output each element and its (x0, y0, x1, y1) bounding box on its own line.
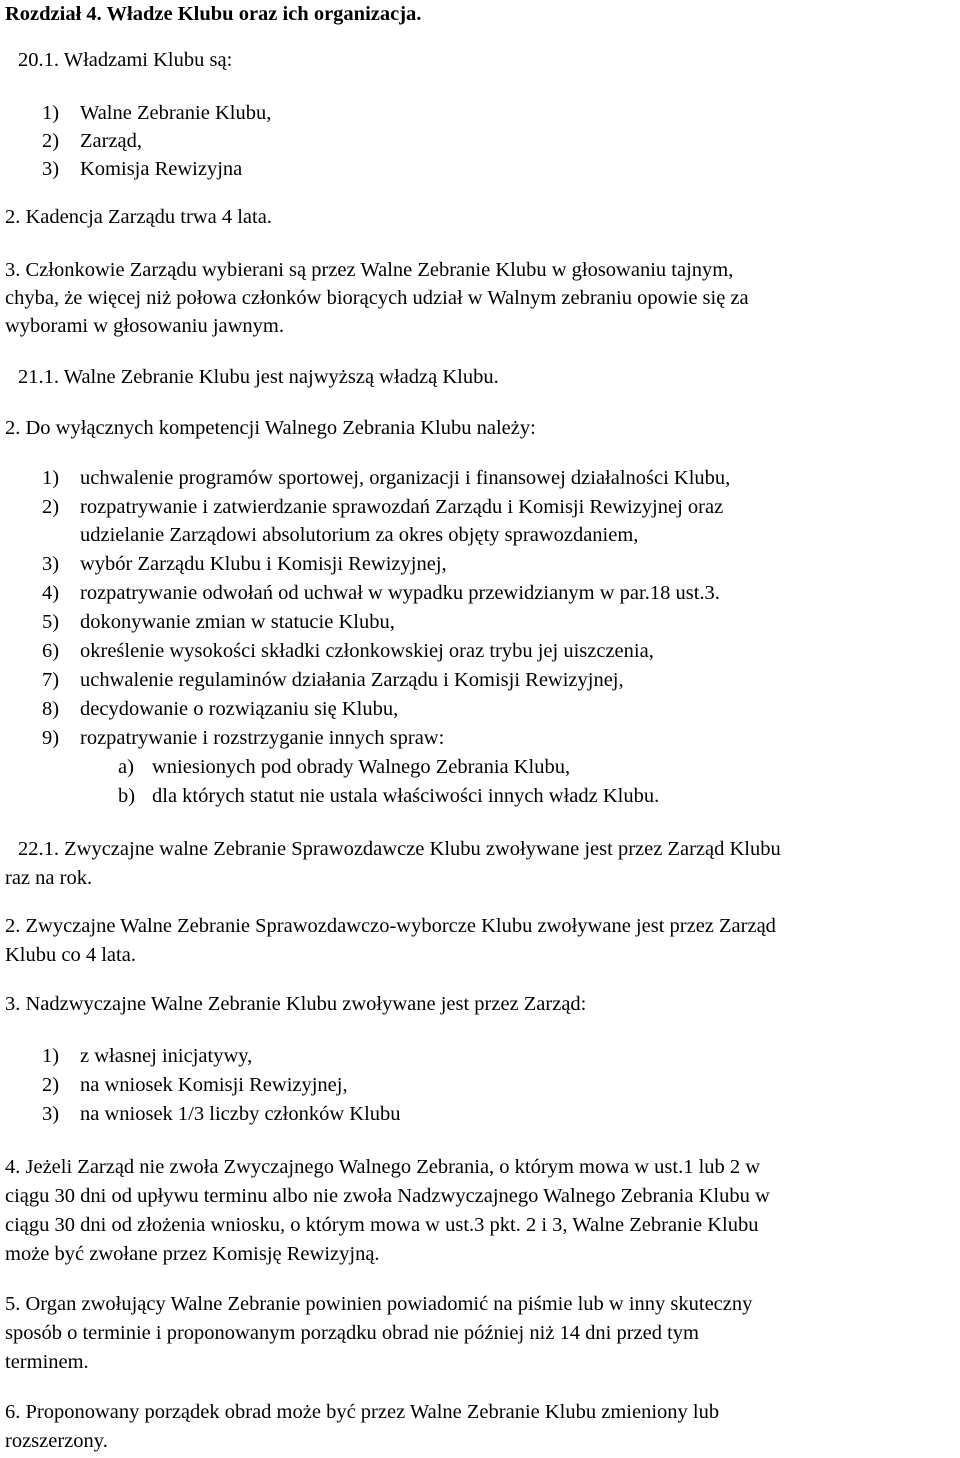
paragraph-line: 6. Proponowany porządek obrad może być przez Walne Zebranie Klubu zmieniony lub (5, 1401, 720, 1423)
sublist-item: wniesionych pod obrady Walnego Zebrania Klubu, (152, 756, 571, 778)
list-item-number: 2) (42, 1074, 60, 1096)
list-item: rozpatrywanie i rozstrzyganie innych spraw: (80, 727, 445, 749)
paragraph-line: Klubu co 4 lata. (5, 944, 136, 966)
list-item-number: 1) (42, 467, 60, 489)
paragraph-line: ciągu 30 dni od upływu terminu albo nie zwoła Nadzwyczajnego Walnego Zebrania Klubu w (5, 1185, 770, 1207)
list-item-number: 2) (42, 130, 60, 152)
paragraph-21-2: 2. Do wyłącznych kompetencji Walnego Zebrania Klubu należy: (5, 417, 536, 439)
list-item-number: 2) (42, 496, 60, 518)
paragraph-line: chyba, że więcej niż połowa członków biorących udział w Walnym zebraniu opowie się za (5, 287, 749, 309)
paragraph-line: wyborami w głosowaniu jawnym. (5, 315, 284, 337)
paragraph-20-2: 2. Kadencja Zarządu trwa 4 lata. (5, 206, 272, 228)
paragraph-line: 22.1. Zwyczajne walne Zebranie Sprawozdawcze Klubu zwoływane jest przez Zarząd Klubu (18, 838, 781, 860)
paragraph-line: sposób o terminie i proponowanym porządku obrad nie później niż 14 dni przed tym (5, 1322, 699, 1344)
paragraph-line: 3. Członkowie Zarządu wybierani są przez Walne Zebranie Klubu w głosowaniu tajnym, (5, 259, 734, 281)
paragraph-22-3: 3. Nadzwyczajne Walne Zebranie Klubu zwoływane jest przez Zarząd: (5, 993, 587, 1015)
list-item: uchwalenie regulaminów działania Zarządu i Komisji Rewizyjnej, (80, 669, 624, 691)
list-item: Zarząd, (80, 130, 143, 152)
chapter-heading: Rozdział 4. Władze Klubu oraz ich organizacja. (5, 3, 422, 25)
list-item: uchwalenie programów sportowej, organizacji i finansowej działalności Klubu, (80, 467, 731, 489)
paragraph-line: może być zwołane przez Komisję Rewizyjną. (5, 1243, 380, 1265)
list-item: decydowanie o rozwiązaniu się Klubu, (80, 698, 399, 720)
list-item: rozpatrywanie i zatwierdzanie sprawozdań Zarządu i Komisji Rewizyjnej oraz (80, 496, 724, 518)
sublist-item-number: b) (118, 785, 136, 807)
paragraph-line: rozszerzony. (5, 1430, 108, 1452)
list-item: z własnej inicjatywy, (80, 1045, 253, 1067)
paragraph-line: terminem. (5, 1351, 89, 1373)
list-item: rozpatrywanie odwołań od uchwał w wypadku przewidzianym w par.18 ust.3. (80, 582, 720, 604)
list-item: wybór Zarządu Klubu i Komisji Rewizyjnej, (80, 553, 447, 575)
list-item-continuation: udzielanie Zarządowi absolutorium za okres objęty sprawozdaniem, (80, 524, 639, 546)
list-item-number: 3) (42, 553, 60, 575)
paragraph-line: raz na rok. (5, 867, 93, 889)
list-item-number: 1) (42, 1045, 60, 1067)
list-item-number: 5) (42, 611, 60, 633)
list-item-number: 6) (42, 640, 60, 662)
sublist-item-number: a) (118, 756, 134, 778)
list-item: Walne Zebranie Klubu, (80, 102, 272, 124)
paragraph-21-1: 21.1. Walne Zebranie Klubu jest najwyższą władzą Klubu. (18, 366, 499, 388)
paragraph-20-1: 20.1. Władzami Klubu są: (18, 49, 233, 71)
paragraph-line: 2. Zwyczajne Walne Zebranie Sprawozdawczo-wyborcze Klubu zwoływane jest przez Zarząd (5, 915, 776, 937)
sublist-item: dla których statut nie ustala właściwości innych władz Klubu. (152, 785, 660, 807)
list-item: na wniosek 1/3 liczby członków Klubu (80, 1103, 401, 1125)
list-item-number: 4) (42, 582, 60, 604)
list-item: określenie wysokości składki członkowskiej oraz trybu jej uiszczenia, (80, 640, 654, 662)
list-item-number: 3) (42, 158, 60, 180)
paragraph-line: ciągu 30 dni od złożenia wniosku, o którym mowa w ust.3 pkt. 2 i 3, Walne Zebranie Klubu (5, 1214, 759, 1236)
list-item: Komisja Rewizyjna (80, 158, 243, 180)
paragraph-line: 5. Organ zwołujący Walne Zebranie powinien powiadomić na piśmie lub w inny skuteczny (5, 1293, 753, 1315)
list-item-number: 1) (42, 102, 60, 124)
list-item-number: 7) (42, 669, 60, 691)
list-item-number: 9) (42, 727, 60, 749)
list-item: dokonywanie zmian w statucie Klubu, (80, 611, 395, 633)
list-item: na wniosek Komisji Rewizyjnej, (80, 1074, 348, 1096)
list-item-number: 8) (42, 698, 60, 720)
list-item-number: 3) (42, 1103, 60, 1125)
paragraph-line: 4. Jeżeli Zarząd nie zwoła Zwyczajnego Walnego Zebrania, o którym mowa w ust.1 lub 2 w (5, 1156, 761, 1178)
